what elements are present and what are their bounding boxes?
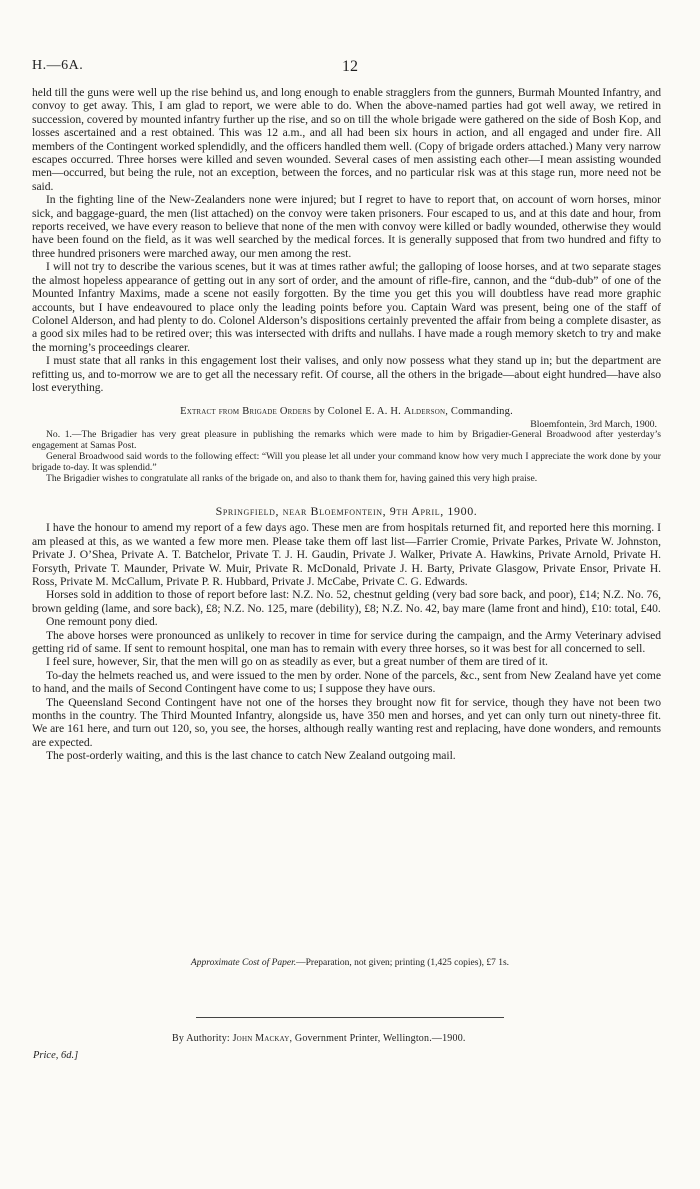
imprint-prefix: By Authority:	[172, 1033, 230, 1044]
cost-label: Approximate Cost of Paper.	[190, 958, 297, 968]
extract-note: General Broadwood said words to the following effect: “Will you please let all under your command know how very much I appreciate the work done by your brigade to-day. It was splendid.”	[32, 450, 661, 473]
paragraph: The Queensland Second Contingent have not one of the horses they brought now fit for service, though they have not been two months in the country. The Third Mounted Infantry, alongside us, have 350 men and horses, and yet can only turn out ninety-three fit. We are 161 here, and turn out 120, so, you see, the horses, although really wanting rest and replacing, have done wonders, and remounts are expected.	[32, 695, 661, 749]
page-header	[32, 58, 668, 78]
paragraph: The above horses were pronounced as unlikely to recover in time for service during the campaign, and the Army Veterinary advised getting rid of same. If sent to remount hospital, one man has to remain with every three horses, so it was best for all concerned to sell.	[32, 628, 661, 655]
paragraph: held till the guns were well up the rise behind us, and long enough to enable stragglers from the gunners, Burmah Mounted Infantry, and convoy to get away. This, I am glad to report, we were able to do. When the above-named parties had got well away, we retired in succession, covered by mounted infantry further up the rise, and so on till the whole brigade were gathered on the side of Bosh Kop, and losses ascertained and a rest obtained. This was 12 a.m., and all had been six hours in action, and all engaged and under fire. All members of the Contingent worked splendidly, and the officers handled them well. (Copy of brigade orders attached.) Many very narrow escapes occurred. Three horses were killed and seven wounded. Several cases of men assisting each other—I mean assisting wounded men—occurred, but being the rule, not an exception, between the forces, and no particular risk was at this stage run, more need not be said.	[32, 86, 661, 193]
cost-text: —Preparation, not given; printing (1,425 copies), £7 1s.	[296, 958, 510, 968]
cost-note	[0, 958, 700, 968]
extract-note: No. 1.—The Brigadier has very great pleasure in publishing the remarks which were made to him by Brigadier-General Broadwood after yesterday’s engagement at Samas Post.	[32, 429, 661, 452]
imprint-suffix: , Government Printer, Wellington.—1900.	[289, 1033, 466, 1044]
paragraph: The post-orderly waiting, and this is the last chance to catch New Zealand outgoing mail.	[46, 749, 456, 763]
document-reference: H.—6A.	[32, 58, 84, 73]
printer-imprint	[172, 1033, 466, 1044]
extract-heading-by: by Colonel E. A. H.	[314, 406, 401, 418]
section-heading: Springfield, near Bloemfontein, 9th April, 1900.	[215, 504, 478, 519]
document-body	[32, 86, 661, 763]
printer-name: John Mackay	[232, 1033, 290, 1044]
extract-note: The Brigadier wishes to congratulate all ranks of the brigade on, and also to thank them for, having gained this very high praise.	[46, 472, 538, 484]
extract-date: Bloemfontein, 3rd March, 1900.	[530, 419, 657, 431]
extract-heading-source: Brigade Orders	[242, 406, 312, 418]
paragraph: I feel sure, however, Sir, that the men will go on as steadily as ever, but a great number of them are tired of it.	[46, 655, 548, 669]
page-number: 12	[342, 58, 358, 75]
extract-heading-prefix: Extract from	[180, 406, 240, 418]
extract-heading	[32, 406, 661, 417]
paragraph: Horses sold in addition to those of report before last: N.Z. No. 52, chestnut gelding (very bad sore back, and poor), £14; N.Z. No. 76, brown gelding (lame, and sore back), £8; N.Z. No. 125, mare (debility), £8; N.Z. No. 42, bay mare (lame front and hind), £10: total, £40.	[32, 588, 661, 615]
paragraph: One remount pony died.	[46, 615, 158, 629]
price-note: Price, 6d.]	[33, 1050, 79, 1061]
paragraph: I have the honour to amend my report of a few days ago. These men are from hospitals returned fit, and reported here this morning. I am pleased at this, as we wanted a few more men. Please take them off last list—Farrier Cromie, Private Parkes, Private W. Johnston, Private J. O’Shea, Private A. T. Batchelor, Private T. J. H. Gaudin, Private J. Walker, Private A. Hawkins, Private Arnold, Private H. Forsyth, Private T. Maunder, Private W. Muir, Private R. McDonald, Private J. H. Barty, Private Glasgow, Private Ensor, Private H. Ross, Private M. McCallum, Private P. R. Hubbard, Private J. McCabe, Private C. G. Edwards.	[32, 521, 661, 588]
paragraph: To-day the helmets reached us, and were issued to the men by order. None of the parcels, &c., sent from New Zealand have yet come to hand, and the mails of Second Contingent have come to us; I suppose they have ours.	[32, 668, 661, 696]
footer-divider	[196, 1017, 504, 1018]
extract-heading-suffix: , Commanding.	[445, 406, 513, 418]
paragraph: In the fighting line of the New-Zealanders none were injured; but I regret to have to report that, on account of worn horses, minor sick, and baggage-guard, the men (list attached) on the convoy were taken prisoners. Four escaped to us, and at this date and hour, from reports received, we have every reason to believe that none of the men with convoy were killed or badly wounded, otherwise they would have been found on the field, as it was well searched by the medical forces. It is generally supposed that from two hundred and fifty to three hundred prisoners were marched away, our men among the rest.	[32, 193, 661, 260]
paragraph: I will not try to describe the various scenes, but it was at times rather awful; the galloping of loose horses, and at two separate stages the almost hopeless appearance of getting out in any sort of order, and the amount of rifle-fire, cannon, and the “dub-dub” of one of the Mounted Infantry Maxims, made a scene not easily forgotten. By the time you get this you will doubtless have read more graphic accounts, but I have endeavoured to place only the leading points before you. Captain Ward was present, being one of the staff of Colonel Alderson, and had plenty to do. Colonel Alderson’s dispositions certainly prevented the affair from being a complete disaster, as a good six miles had to be retired over; this was intersected with drifts and nullahs. I have made a rough memory sketch to try and make the morning’s proceedings clearer.	[32, 260, 661, 354]
extract-heading-name: Alderson	[403, 406, 446, 418]
paragraph: I must state that all ranks in this engagement lost their valises, and only now possess what they stand up in; but the department are refitting us, and to-morrow we are to get all the necessary refit. Of course, all the others in the brigade—about eight hundred—have also lost everything.	[32, 354, 661, 394]
